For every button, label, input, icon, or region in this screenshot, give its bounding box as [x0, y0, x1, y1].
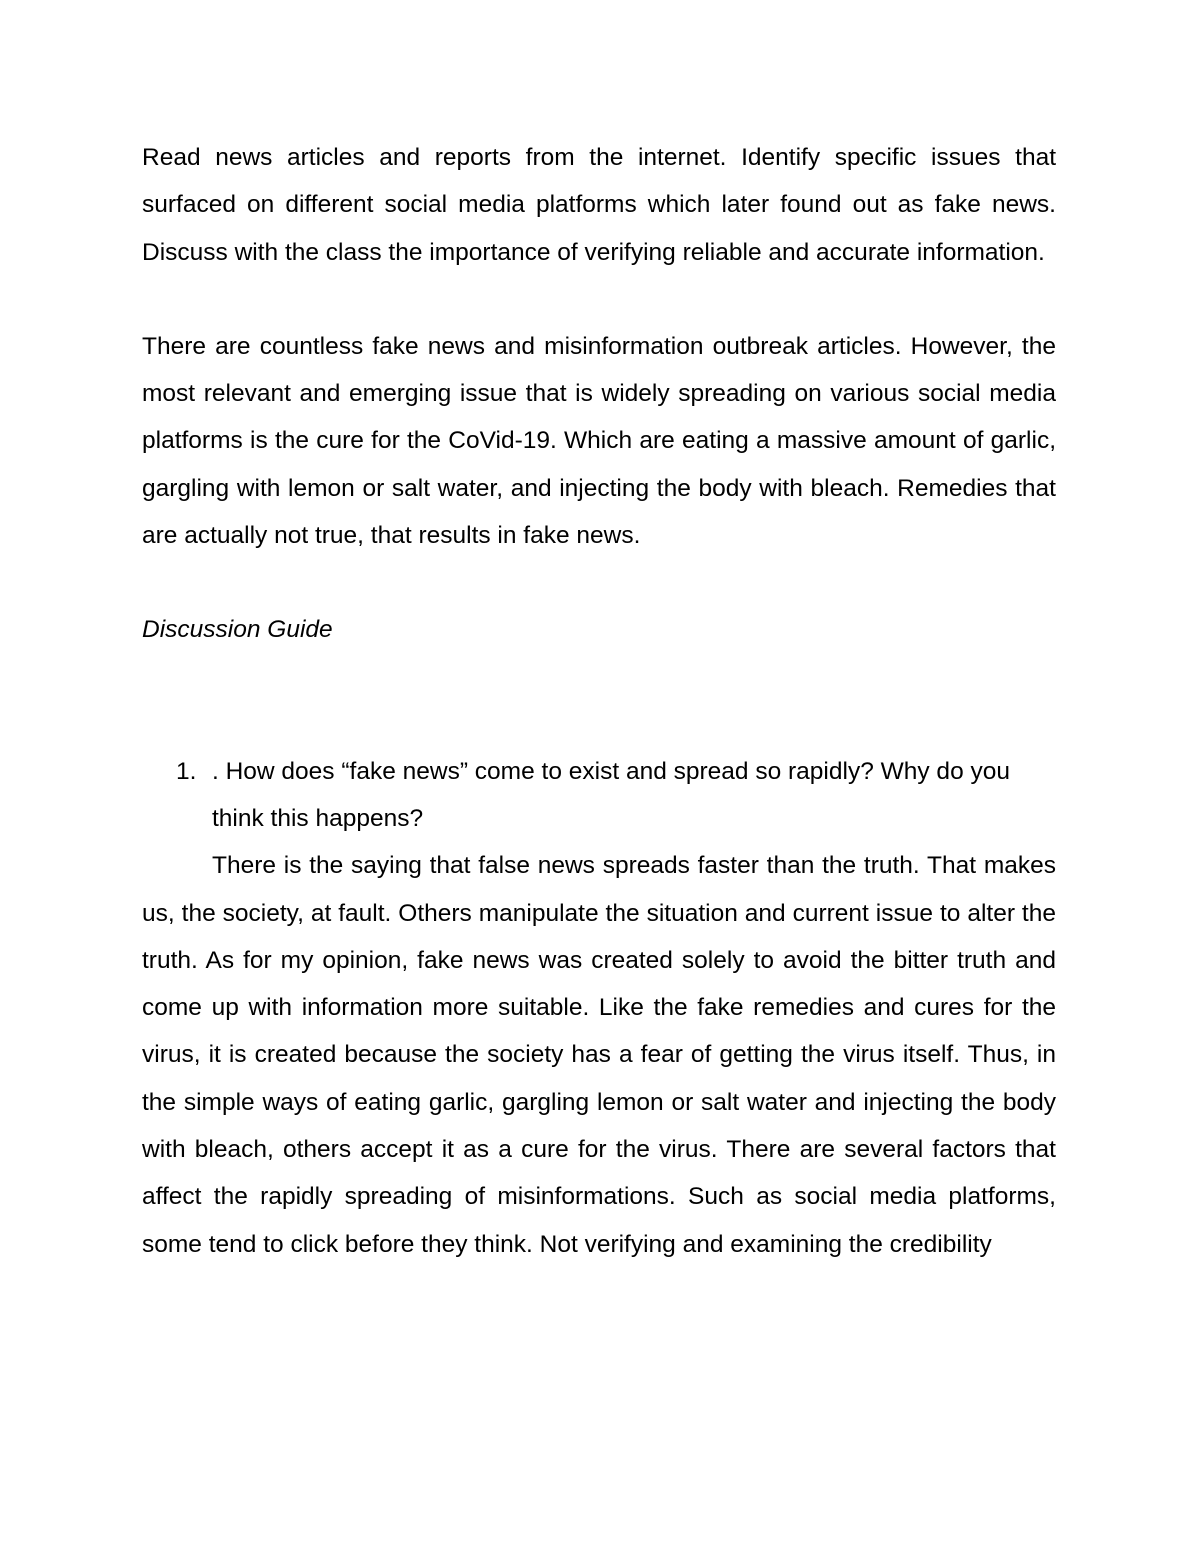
section-heading: Discussion Guide [142, 616, 333, 644]
question-text: . How does “fake news” come to exist and spread so rapidly? Why do you think this happens? [212, 757, 1010, 832]
body-paragraph: There are countless fake news and misinformation outbreak articles. However, the most relevant and emerging issue that is widely spreading on various social media platforms is the cure for the CoVid-19. Which are eating a massive amount of garlic, gargling with lemon or salt water, and injecting the body with bleach. Remedies that are actually not true, that results in fake news. [142, 332, 1056, 550]
intro-paragraph: Read news articles and reports from the internet. Identify specific issues that surfaced on different social media platforms which later found out as fake news. Discuss with the class the importance of verifying reliable and accurate information. [142, 144, 1056, 266]
document-content [142, 134, 1056, 1268]
list-item [142, 748, 1056, 843]
question-list [142, 748, 1056, 843]
spacer [142, 559, 1056, 606]
answer-paragraph: There is the saying that false news spreads faster than the truth. That makes us, the society, at fault. Others manipulate the situation and current issue to alter the truth. As for my opinion, fake news was created solely to avoid the bitter truth and come up with information more suitable. Like the fake remedies and cures for the virus, it is created because the society has a fear of getting the virus itself. Thus, in the simple ways of eating garlic, gargling lemon or salt water and injecting the body with bleach, others accept it as a cure for the virus. There are several factors that affect the rapidly spreading of misinformations. Such as social media platforms, some tend to click before they think. Not verifying and examining the credibility [142, 852, 1056, 1258]
spacer [142, 276, 1056, 323]
question-number: 1. [176, 757, 197, 785]
spacer [142, 654, 1056, 748]
